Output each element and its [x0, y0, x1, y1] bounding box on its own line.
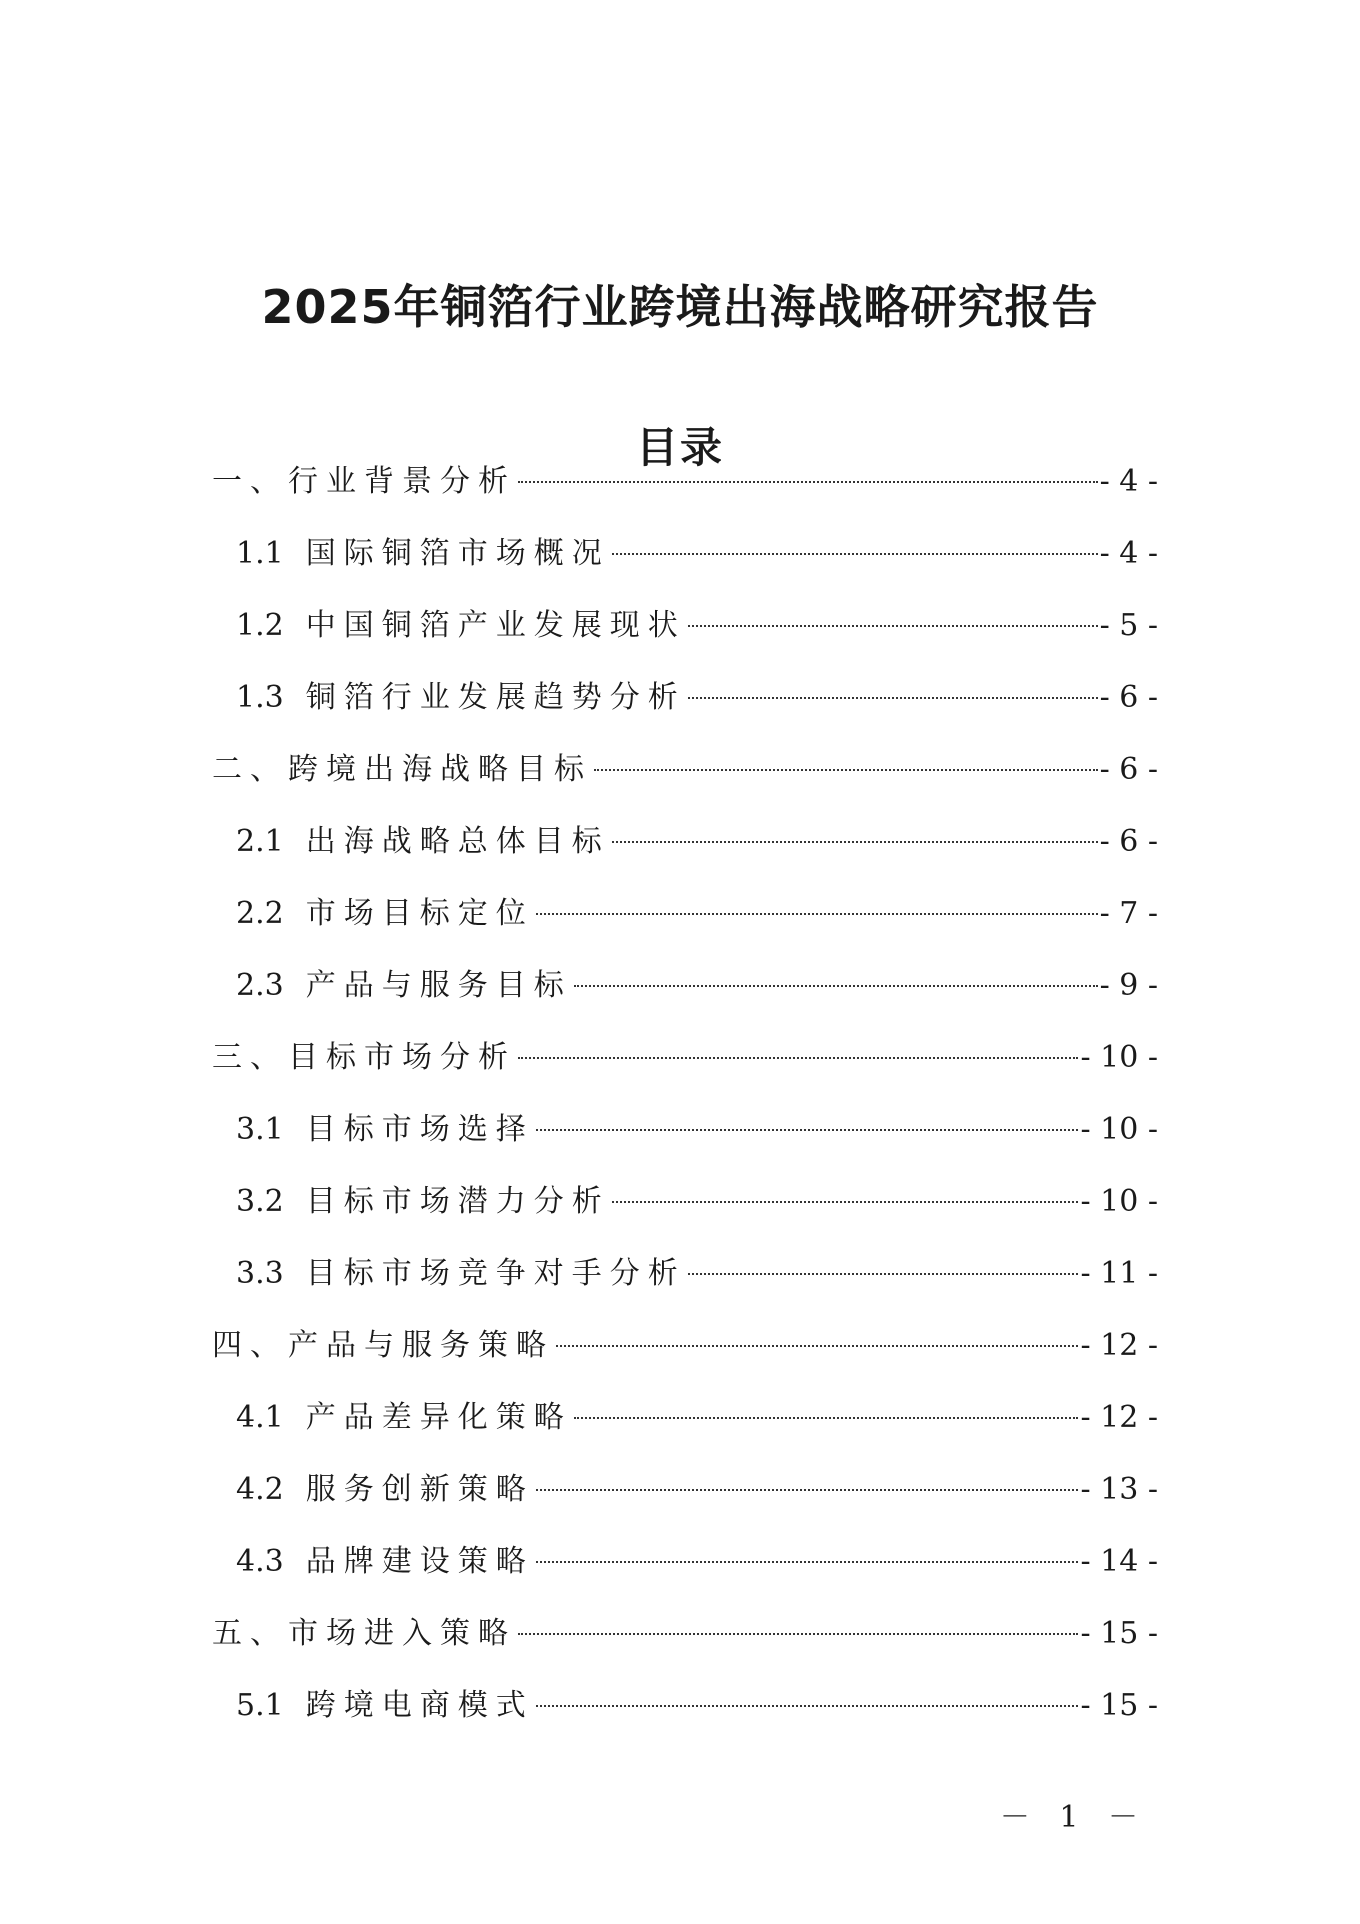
toc-entry-label	[236, 596, 686, 656]
toc-entry-page: - 6 -	[1099, 752, 1158, 787]
toc-entry-section-3[interactable]	[212, 1028, 1158, 1100]
toc-entry-number: 2.2	[236, 896, 284, 931]
toc-dot-leader	[574, 1417, 1079, 1419]
toc-entry-label	[236, 956, 572, 1016]
toc-entry-3-3[interactable]	[212, 1244, 1158, 1316]
toc-entry-page: - 11 -	[1080, 1256, 1158, 1291]
toc-entry-text: 品牌建设策略	[305, 1544, 534, 1579]
toc-entry-number: 4.1	[236, 1400, 284, 1435]
toc-dot-leader	[536, 1129, 1079, 1131]
toc-entry-label	[236, 812, 610, 872]
toc-dot-leader	[518, 481, 1098, 483]
page-number: － 1 －	[999, 1800, 1148, 1835]
toc-entry-text: 目标市场竞争对手分析	[305, 1256, 686, 1291]
toc-entry-4-1[interactable]	[212, 1388, 1158, 1460]
toc-entry-number: 4.2	[236, 1472, 284, 1507]
toc-entry-label	[236, 1244, 686, 1304]
toc-entry-page: - 13 -	[1080, 1472, 1158, 1507]
toc-dot-leader	[556, 1345, 1078, 1347]
toc-entry-label	[236, 1100, 534, 1160]
toc-entry-section-2[interactable]	[212, 740, 1158, 812]
toc-entry-page: - 12 -	[1080, 1400, 1158, 1435]
toc-entry-3-2[interactable]	[212, 1172, 1158, 1244]
toc-dot-leader	[688, 625, 1098, 627]
toc-entry-label: 五、市场进入策略	[212, 1616, 516, 1651]
toc-entry-text: 铜箔行业发展趋势分析	[305, 680, 686, 715]
toc-entry-text: 跨境电商模式	[305, 1688, 534, 1723]
toc-entry-number: 5.1	[236, 1688, 284, 1723]
toc-entry-section-4[interactable]	[212, 1316, 1158, 1388]
toc-entry-4-3[interactable]	[212, 1532, 1158, 1604]
toc-entry-number: 3.2	[236, 1184, 284, 1219]
toc-entry-text: 目标市场选择	[305, 1112, 534, 1147]
toc-entry-label: 二、跨境出海战略目标	[212, 752, 592, 787]
toc-entry-section-1[interactable]	[212, 452, 1158, 524]
toc-entry-2-3[interactable]	[212, 956, 1158, 1028]
toc-entry-page: - 12 -	[1080, 1328, 1158, 1363]
toc-entry-page: - 10 -	[1080, 1112, 1158, 1147]
toc-entry-page: - 14 -	[1080, 1544, 1158, 1579]
toc-entry-3-1[interactable]	[212, 1100, 1158, 1172]
toc-entry-2-1[interactable]	[212, 812, 1158, 884]
toc-entry-text: 出海战略总体目标	[305, 824, 610, 859]
toc-entry-1-2[interactable]	[212, 596, 1158, 668]
toc-entry-text: 产品与服务目标	[305, 968, 572, 1003]
toc-entry-page: - 4 -	[1099, 536, 1158, 571]
toc-entry-number: 2.3	[236, 968, 284, 1003]
toc-dot-leader	[536, 1561, 1079, 1563]
toc-dot-leader	[612, 1201, 1079, 1203]
toc-entry-2-2[interactable]	[212, 884, 1158, 956]
toc-entry-text: 中国铜箔产业发展现状	[305, 608, 686, 643]
toc-entry-label	[236, 1676, 534, 1736]
toc-entry-label: 三、目标市场分析	[212, 1040, 516, 1075]
toc-entry-number: 1.3	[236, 680, 284, 715]
toc-dot-leader	[518, 1057, 1078, 1059]
toc-entry-number: 3.1	[236, 1112, 284, 1147]
toc-entry-text: 产品差异化策略	[305, 1400, 572, 1435]
toc-dot-leader	[688, 697, 1098, 699]
toc-entry-page: - 4 -	[1099, 464, 1158, 499]
toc-entry-page: - 9 -	[1099, 968, 1158, 1003]
toc-dot-leader	[536, 1489, 1079, 1491]
toc-entry-4-2[interactable]	[212, 1460, 1158, 1532]
toc-entry-page: - 10 -	[1080, 1040, 1158, 1075]
toc-entry-label: 四、产品与服务策略	[212, 1328, 554, 1363]
toc-entry-label	[236, 524, 610, 584]
toc-entry-text: 国际铜箔市场概况	[305, 536, 610, 571]
toc-entry-text: 目标市场潜力分析	[305, 1184, 610, 1219]
toc-entry-text: 服务创新策略	[305, 1472, 534, 1507]
toc-entry-number: 1.1	[236, 536, 284, 571]
toc-dot-leader	[594, 769, 1098, 771]
toc-dot-leader	[612, 841, 1098, 843]
toc-entry-page: - 6 -	[1099, 824, 1158, 859]
toc-entry-number: 3.3	[236, 1256, 284, 1291]
toc-entry-label	[236, 1172, 610, 1232]
toc-entry-page: - 15 -	[1080, 1616, 1158, 1651]
toc-entry-label	[236, 668, 686, 728]
toc-entry-number: 1.2	[236, 608, 284, 643]
toc-dot-leader	[688, 1273, 1079, 1275]
toc-entry-number: 2.1	[236, 824, 284, 859]
toc-entry-1-3[interactable]	[212, 668, 1158, 740]
toc-entry-page: - 7 -	[1099, 896, 1158, 931]
toc-entry-label: 一、行业背景分析	[212, 464, 516, 499]
toc-entry-5-1[interactable]	[212, 1676, 1158, 1748]
toc-entry-number: 4.3	[236, 1544, 284, 1579]
toc-entry-section-5[interactable]	[212, 1604, 1158, 1676]
toc-dot-leader	[536, 913, 1098, 915]
toc-dot-leader	[536, 1705, 1079, 1707]
toc-dot-leader	[518, 1633, 1078, 1635]
toc-entry-page: - 15 -	[1080, 1688, 1158, 1723]
toc-entry-label	[236, 1388, 572, 1448]
toc-entry-text: 市场目标定位	[305, 896, 534, 931]
table-of-contents	[212, 452, 1158, 1748]
toc-dot-leader	[612, 553, 1098, 555]
toc-entry-label	[236, 884, 534, 944]
document-title: 2025年铜箔行业跨境出海战略研究报告	[261, 279, 1099, 334]
toc-entry-page: - 5 -	[1099, 608, 1158, 643]
toc-entry-label	[236, 1532, 534, 1592]
toc-entry-label	[236, 1460, 534, 1520]
toc-heading: 目录	[635, 422, 724, 472]
toc-entry-page: - 10 -	[1080, 1184, 1158, 1219]
toc-entry-1-1[interactable]	[212, 524, 1158, 596]
toc-entry-page: - 6 -	[1099, 680, 1158, 715]
toc-dot-leader	[574, 985, 1098, 987]
